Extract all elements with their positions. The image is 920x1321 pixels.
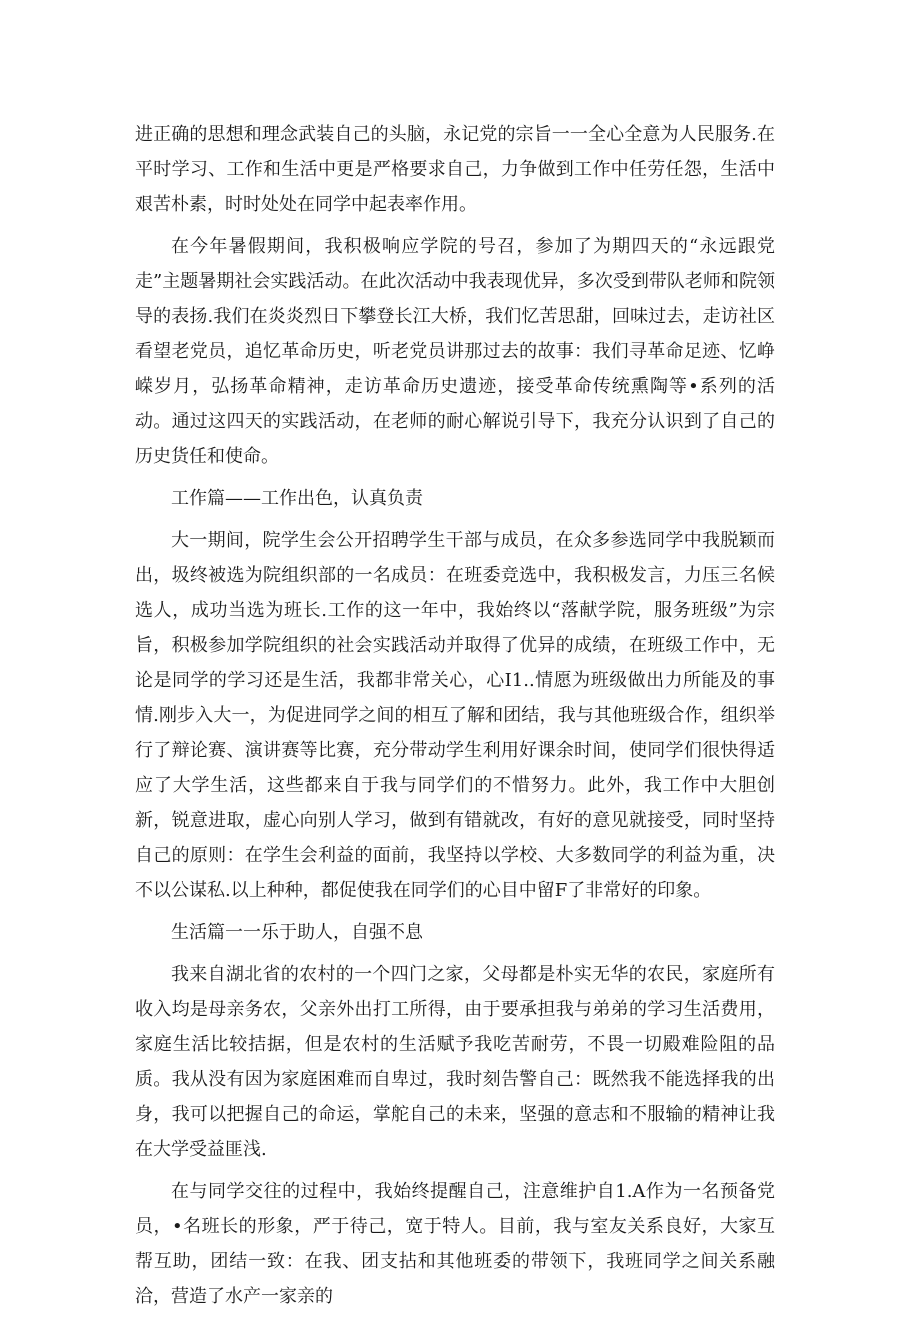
paragraph-3: 大一期间，院学生会公开招聘学生干部与成员，在众多参选同学中我脱颖而出，圾终被选为院组织部的一名成员：在班委竞选中，我积极发言，力压三名候选人，成功当选为班长.工作的这一年中，我始终以“落献学院，服务班级”为宗旨，积极参加学院组织的社会实践活动并取得了优异的成绩，在班级工作中，无论是同学的学习还是生活，我都非常关心，心I1..情愿为班级做出力所能及的事情.刚步入大一，为促进同学之间的相互了解和团结，我与其他班级合作，组织举行了辩论赛、演讲赛等比赛，充分带动学生利用好课余时间，使同学们很快得适应了大学生活，这些都来自于我与同学们的不惜努力。此外，我工作中大胆创新，锐意进取，虚心向别人学习，做到有错就改，有好的意见就接受，同时坚持自己的原则：在学生会利益的面前，我坚持以学校、大多数同学的利益为重，决不以公谋私.以上种种，都促使我在同学们的心目中留F了非常好的印象。 (135, 530, 775, 901)
paragraph-4: 我来自湖北省的农村的一个四门之家，父母都是朴实无华的农民，家庭所有收入均是母亲务农，父亲外出打工所得，由于要承担我与弟弟的学习生活费用，家庭生活比较拮据，但是农村的生活赋予我吃苦耐劳，不畏一切殿难险阻的品质。我从没有因为家庭困难而自卑过，我时刻告警自己：既然我不能选择我的出身，我可以把握自己的命运，掌舵自己的未来，坚强的意志和不服输的精神让我在大学受益匪浅. (135, 964, 775, 1160)
paragraph-5: 在与同学交往的过程中，我始终提醒自己，注意维护自1.A作为一名预备党员，•名班长的形象，严于待己，宽于特人。目前，我与室友关系良好，大家互帮互助，团结一致：在我、团支拈和其他班委的带领下，我班同学之间关系融洽，营造了水产一家亲的 (135, 1181, 775, 1307)
section-heading-life: 生活篇一一乐于助人，自强不息 (171, 922, 423, 943)
paragraph-1: 进正确的思想和理念武装自己的头脑，永记党的宗旨一一全心全意为人民服务.在平时学习、工作和生活中更是严格要求自己，力争做到工作中任劳任怨，生活中艰苦朴素，时时处处在同学中起表率作用。 (135, 124, 775, 215)
section-heading-work: 工作篇——工作出色，认真负责 (171, 488, 423, 509)
document-body (135, 117, 775, 1321)
paragraph-2: 在今年暑假期间，我积极响应学院的号召，参加了为期四天的“永远跟党走”主题暑期社会实践活动。在此次活动中我表现优异，多次受到带队老师和院领导的表扬.我们在炎炎烈日下攀登长江大桥，我们忆苦思甜，回味过去，走访社区看望老党员，追忆革命历史，听老党员讲那过去的故事：我们寻革命足迹、忆峥嵘岁月，弘扬革命精神，走访革命历史遗迹，接受革命传统熏陶等•系列的活动。通过这四天的实践活动，在老师的耐心解说引导下，我充分认识到了自己的历史货任和使命。 (135, 236, 775, 467)
